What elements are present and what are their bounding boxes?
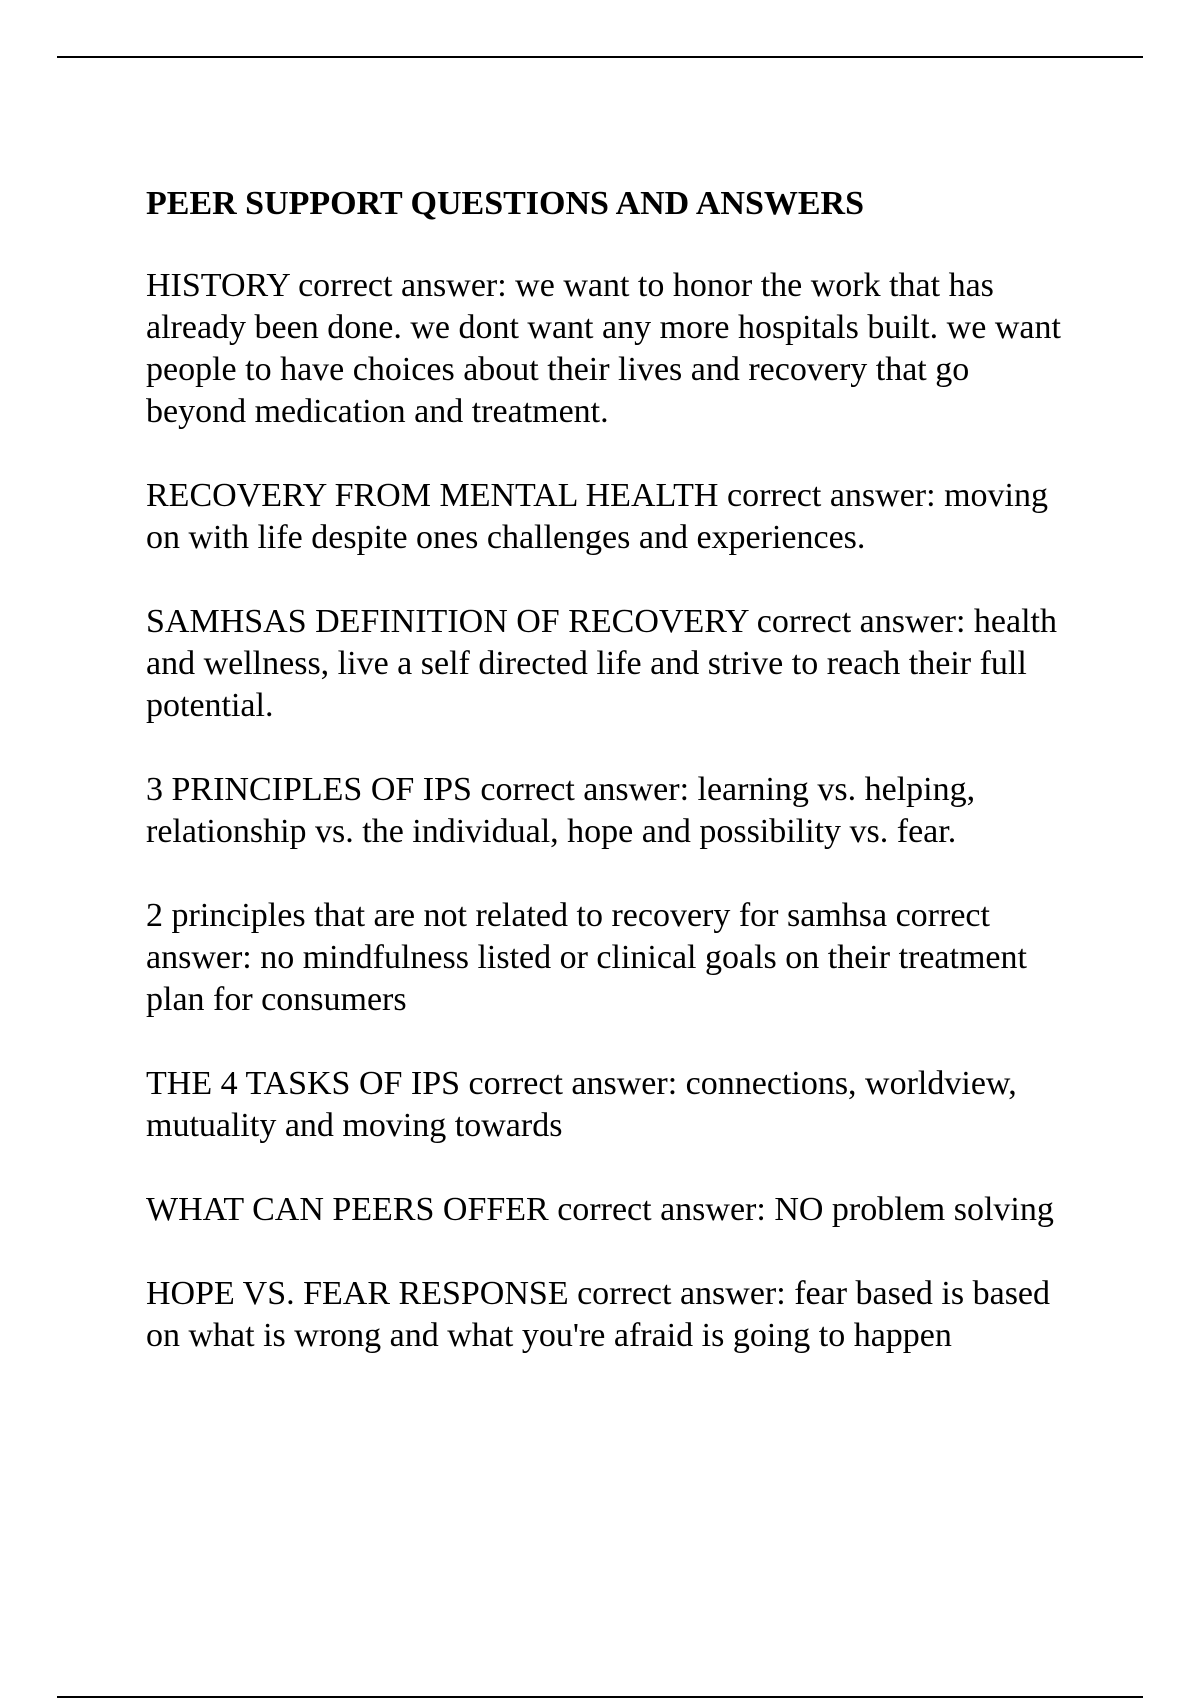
qa-entry-ips-tasks: THE 4 TASKS OF IPS correct answer: connections, worldview, mutuality and moving towards — [146, 1065, 1017, 1144]
qa-entry-peers-offer: WHAT CAN PEERS OFFER correct answer: NO problem solving — [146, 1191, 1054, 1228]
qa-entry-samhsa-definition: SAMHSAS DEFINITION OF RECOVERY correct answer: health and wellness, live a self directed life and strive to reach their full potential. — [146, 603, 1057, 724]
document-title: PEER SUPPORT QUESTIONS AND ANSWERS — [146, 185, 865, 222]
document-body — [146, 183, 1076, 1399]
qa-entry-ips-principles: 3 PRINCIPLES OF IPS correct answer: learning vs. helping, relationship vs. the individual, hope and possibility vs. fear. — [146, 771, 976, 850]
qa-entry-recovery-mental-health: RECOVERY FROM MENTAL HEALTH correct answer: moving on with life despite ones challenges and experiences. — [146, 477, 1048, 556]
qa-entry-hope-fear: HOPE VS. FEAR RESPONSE correct answer: fear based is based on what is wrong and what you're afraid is going to happen — [146, 1275, 1051, 1354]
top-rule — [57, 56, 1143, 58]
qa-entry-history: HISTORY correct answer: we want to honor the work that has already been done. we dont want any more hospitals built. we want people to have choices about their lives and recovery that go beyond medication and treatment. — [146, 267, 1061, 430]
bottom-rule — [57, 1696, 1143, 1698]
qa-entry-samhsa-principles: 2 principles that are not related to recovery for samhsa correct answer: no mindfulness listed or clinical goals on their treatment plan for consumers — [146, 897, 1027, 1018]
